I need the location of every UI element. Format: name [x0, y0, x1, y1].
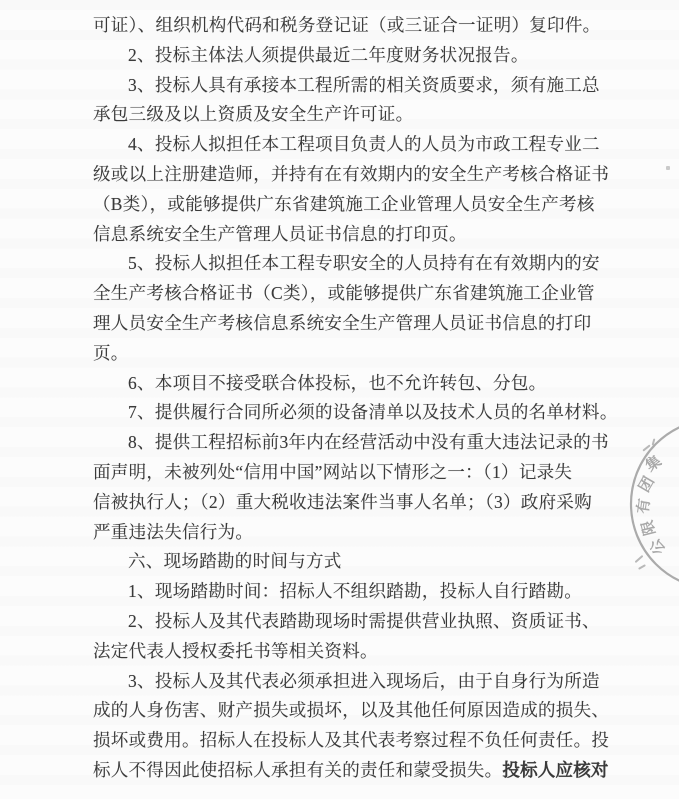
bold-text: 投标人应核对 — [502, 759, 609, 780]
text-line: 法定代表人授权委托书等相关资料。 — [93, 640, 378, 661]
seal-char: 集 — [643, 453, 665, 476]
scan-speck — [666, 166, 670, 170]
text-line: （B类），或能够提供广东省建筑施工企业管理人员安全生产考核 — [93, 193, 595, 214]
document-text — [93, 11, 659, 786]
text-line: 严重违法失信行为。 — [93, 521, 254, 542]
text-line: 面声明，未被列处“信用中国”网站以下情形之一：（1）记录失 — [93, 461, 573, 482]
text-line: 损坏或费用。招标人在投标人及其代表考察过程不负任何责任。投 — [93, 730, 610, 751]
text-line: 信息系统安全生产管理人员证书信息的打印页。 — [93, 223, 467, 244]
text-line: 可证）、组织机构代码和税务登记证（或三证合一证明）复印件。 — [93, 15, 601, 35]
text-line: 六、现场踏勘的时间与方式 — [128, 551, 342, 572]
text-line: 2、投标主体法人须提供最近二年度财务状况报告。 — [128, 44, 529, 65]
text-line: 7、提供履行合同所必须的设备清单以及技术人员的名单材料。 — [128, 402, 618, 423]
text-line: 4、投标人拟担任本工程项目负责人的人员为市政工程专业二 — [128, 134, 600, 155]
text-line: 3、投标人及其代表必须承担进入现场后，由于自身行为所造 — [128, 670, 600, 691]
text-line: 2、投标人及其代表踏勘现场时需提供营业执照、资质证书、 — [128, 610, 600, 631]
text-line: 8、提供工程招标前3年内在经营活动中没有重大违法记录的书 — [128, 432, 609, 453]
text-line: 全生产考核合格证书（C类），或能够提供广东省建筑施工企业管 — [93, 283, 595, 304]
seal-char: 限 — [639, 518, 660, 537]
text-line: 承包三级及以上资质及安全生产许可证。 — [93, 104, 414, 125]
text-line: 成的人身伤害、财产损失或损坏，以及其他任何原因造成的损失、 — [93, 700, 610, 721]
text-line: 信被执行人；（2）重大税收违法案件当事人名单；（3）政府采购 — [93, 491, 592, 512]
text-line: 1、现场踏勘时间：招标人不组织踏勘，投标人自行踏勘。 — [128, 581, 583, 602]
seal-char: 有 — [635, 497, 654, 515]
text-line: 标人不得因此使招标人承担有关的责任和蒙受损失。投标人应核对 — [93, 759, 609, 780]
seal-char: 团 — [636, 474, 658, 496]
text-line: 级或以上注册建造师，并持有在有效期内的安全生产考核合格证书 — [93, 163, 610, 184]
text-line: 5、投标人拟担任本工程专职安全的人员持有在有效期内的安 — [128, 253, 600, 274]
text-line: 页。 — [93, 342, 129, 363]
text-line: 理人员安全生产考核信息系统安全生产管理人员证书信息的打印 — [93, 312, 592, 333]
text-line: 6、本项目不接受联合体投标，也不允许转包、分包。 — [128, 372, 547, 393]
seal-char: 公 — [647, 535, 670, 557]
text-line: 3、投标人具有承接本工程所需的相关资质要求，须有施工总 — [128, 74, 600, 95]
